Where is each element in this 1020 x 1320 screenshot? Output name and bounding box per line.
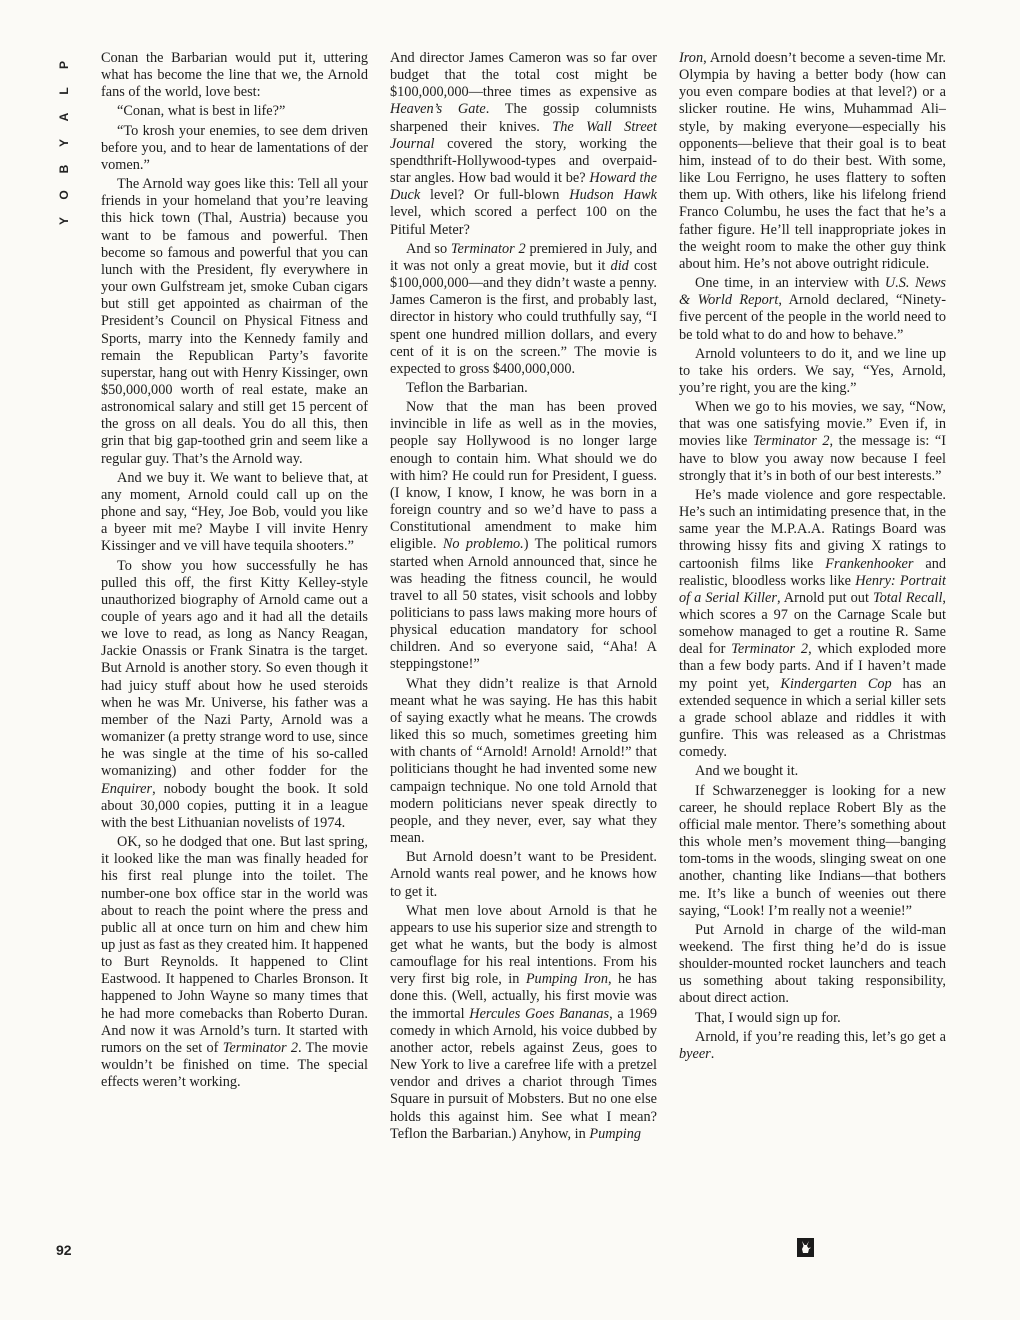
paragraph: The Arnold way goes like this: Tell all your friends in your homeland that you’re leaving this hick town (Thal, Austria) because you want to be famous and powerful. Then become so famous and powerful that you can lunch with the President, fly everywhere in your own Gulfstream jet, smoke Cuban cigars but still get appointed as chairman of the President’s Council on Physical Fitness and Sports, marry into the Kennedy family and remain the Republican Party’s favorite superstar, hang out with Henry Kissinger, own $50,000,000 worth of real estate, make an astronomical salary and still get 15 percent of the gross on all deals. You do all this, then grin that big gap-toothed grin and seem like a regular guy. That’s the Arnold way.: [101, 176, 368, 467]
folio-letter: O: [57, 190, 71, 200]
paragraph: When we go to his movies, we say, “Now, that was one satisfying movie.” Even if, in movies like Terminator 2, the message is: “I have to blow you away now because I feel strongly that it’s in both of our best interests.”: [679, 399, 946, 484]
paragraph: If Schwarzenegger is looking for a new career, he should replace Robert Bly as the official male mentor. There’s something about this whole men’s movement thing—banging tom-toms in the woods, slinging sweat on one another, chanting like Indians—that bothers me. It’s like a bunch of weenies out there saying, “Look! I’m really not a weenie!”: [679, 782, 946, 919]
folio-letter: A: [57, 112, 71, 122]
paragraph: But Arnold doesn’t want to be President. Arnold wants real power, and he knows how to get it.: [390, 849, 657, 900]
paragraph: That, I would sign up for.: [695, 1009, 841, 1026]
paragraph: And so Terminator 2 premiered in July, and it was not only a great movie, but it did cost $100,000,000—and they didn’t waste a penny. James Cameron is the first, and probably last, director in history who could truthfully say, “I spent one hundred million dollars, and every cent of it is on the screen.” The movie is expected to gross $400,000,000.: [390, 240, 657, 377]
article-body: [101, 50, 946, 1270]
paragraph: And we buy it. We want to believe that, at any moment, Arnold could call up on the phone and say, “Hey, Joe Bob, vould you like a byeer mit me? Maybe I vill invite Henry Kissinger and ve vill have tequila shooters.”: [101, 469, 368, 555]
folio-letter: L: [57, 87, 71, 95]
text-column-1: [101, 50, 368, 1270]
folio-letter: Y: [57, 217, 71, 226]
paragraph: Put Arnold in charge of the wild-man weekend. The first thing he’d do is issue shoulder-mounted rocket launchers and teach us something about taking responsibility, about direct action.: [679, 921, 946, 1007]
paragraph: And we bought it.: [695, 763, 799, 780]
paragraph: Now that the man has been proved invincible in life as well as in the movies, people say Hollywood is no longer large enough to contain him. What should we do with him? He could run for President, I guess. (I know, I know, I know, he was born in a foreign country and so we’d have to pass a Constitutional amendment to make him eligible. No problemo.) The political rumors started when Arnold announced that, since he was heading the fitness council, he would travel to all 50 states, visit schools and lobby politicians to pass laws making more hours of physical education mandatory for school children. And so everyone said, “Aha! A steppingstone!”: [390, 399, 657, 673]
paragraph: One time, in an interview with U.S. News & World Report, Arnold declared, “Ninety-five percent of the people in the world need to be told what to do and how to behave.”: [679, 275, 946, 343]
magazine-folio: [52, 52, 76, 234]
paragraph: And director James Cameron was so far over budget that the total cost might be $100,000,000—three times as expensive as Heaven’s Gate. The gossip columnists sharpened their knives. The Wall Street Journal covered the story, working the spendthrift-Hollywood-types and overpaid-star angles. How bad would it be? Howard the Duck level? Or full-blown Hudson Hawk level, which scored a perfect 100 on the Pitiful Meter?: [390, 50, 657, 238]
text-column-2: [390, 50, 657, 1270]
text-column-3: [679, 50, 946, 1270]
bunny-logo-icon: [797, 1238, 814, 1257]
paragraph: Conan the Barbarian would put it, uttering what has become the line that we, the Arnold fans of the world, love best:: [101, 50, 368, 101]
paragraph: Arnold, if you’re reading this, let’s go get a byeer.: [679, 1028, 946, 1062]
paragraph: What they didn’t realize is that Arnold meant what he was saying. He has this habit of saying exactly what he means. The crowds liked this so much, sometimes greeting him with chants of “Arnold! Arnold! Arnold!” that politicians thought he had invented some new campaign technique. No one told Arnold that modern politicians never speak directly to people, and they never, ever, say what they mean.: [390, 675, 657, 847]
paragraph: Teflon the Barbarian.: [406, 379, 528, 396]
paragraph: Arnold volunteers to do it, and we line up to take his orders. We say, “Yes, Arnold, you’re right, you are the king.”: [679, 345, 946, 396]
paragraph: “To krosh your enemies, to see dem driven before you, and to hear de lamentations of der vomen.”: [101, 122, 368, 173]
paragraph: Iron, Arnold doesn’t become a seven-time Mr. Olympia by having a better body (how can you even compare bodies at that level?) or a slicker routine. He wins, Muhammad Ali–style, by making everyone—especially his opponents—believe that their goal is to beat him, instead of to do their best. With some, like Lou Ferrigno, he uses flattery to soften them up. With others, like his lifelong friend Franco Columbu, he uses the fact that he’s a father figure. He’ll tell inappropriate jokes in the weight room to make the other guy think about him. He’s not above outright ridicule.: [679, 50, 946, 272]
folio-letter: P: [57, 61, 71, 70]
paragraph: OK, so he dodged that one. But last spring, it looked like the man was finally headed for his first real plunge into the toilet. The number-one box office star in the world was about to reach the point where the press and public all at once turn on him and chew him up just as fast as they created him. It happened to Burt Reynolds. It happened to Clint Eastwood. It happened to Charles Bronson. It happened to John Wayne so many times that he had more comebacks than Roberto Duran. And now it was Arnold’s turn. It started with rumors on the set of Terminator 2. The movie wouldn’t be finished on time. The special effects weren’t working.: [101, 834, 368, 1091]
folio-letter: Y: [57, 139, 71, 148]
folio-letter: B: [57, 164, 71, 174]
page-number: 92: [56, 1242, 72, 1258]
paragraph: He’s made violence and gore respectable. He’s such an intimidating presence that, in the same year the M.P.A.A. Ratings Board was throwing hissy fits and giving X ratings to cartoonish films like Frankenhooker and realistic, bloodless works like Henry: Portrait of a Serial Killer, Arnold put out Total Recall, which scores a 97 on the Carnage Scale but somehow managed to get a routine R. Same deal for Terminator 2, which exploded more than a few body parts. And if I haven’t made my point yet, Kindergarten Cop has an extended sequence in which a serial killer sets a grade school ablaze and riddles it with gunfire. This was released as a Christmas comedy.: [679, 486, 946, 761]
paragraph: What men love about Arnold is that he appears to use his superior size and strength to get what he wants, but the body is almost camouflage for his real intentions. From his very first big role, in Pumping Iron, he has done this. (Well, actually, his first movie was the immortal Hercules Goes Bananas, a 1969 comedy in which Arnold, his voice dubbed by another actor, rebels against Zeus, goes to New York to live a carefree life with a pretzel vendor and drives a chariot through Times Square in pursuit of Mobsters. But no one else holds this against him. See what I mean? Teflon the Barbarian.) Anyhow, in Pumping: [390, 902, 657, 1142]
paragraph: “Conan, what is best in life?”: [117, 103, 286, 120]
paragraph: To show you how successfully he has pulled this off, the first Kitty Kelley-style unauthorized biography of Arnold came out a couple of years ago and it had all the details we love to read, as long as Nancy Reagan, Jackie Onassis or Frank Sinatra is the target. But Arnold is another story. So even though it had juicy stuff about how he used steroids when he was Mr. Universe, his father was a member of the Nazi Party, Arnold was a womanizer (a pretty strange word to use, since he was single at the time of his so-called womanizing) and other fodder for the Enquirer, nobody bought the book. It sold about 30,000 copies, putting it in a league with the best Lithuanian novelists of 1974.: [101, 557, 368, 831]
